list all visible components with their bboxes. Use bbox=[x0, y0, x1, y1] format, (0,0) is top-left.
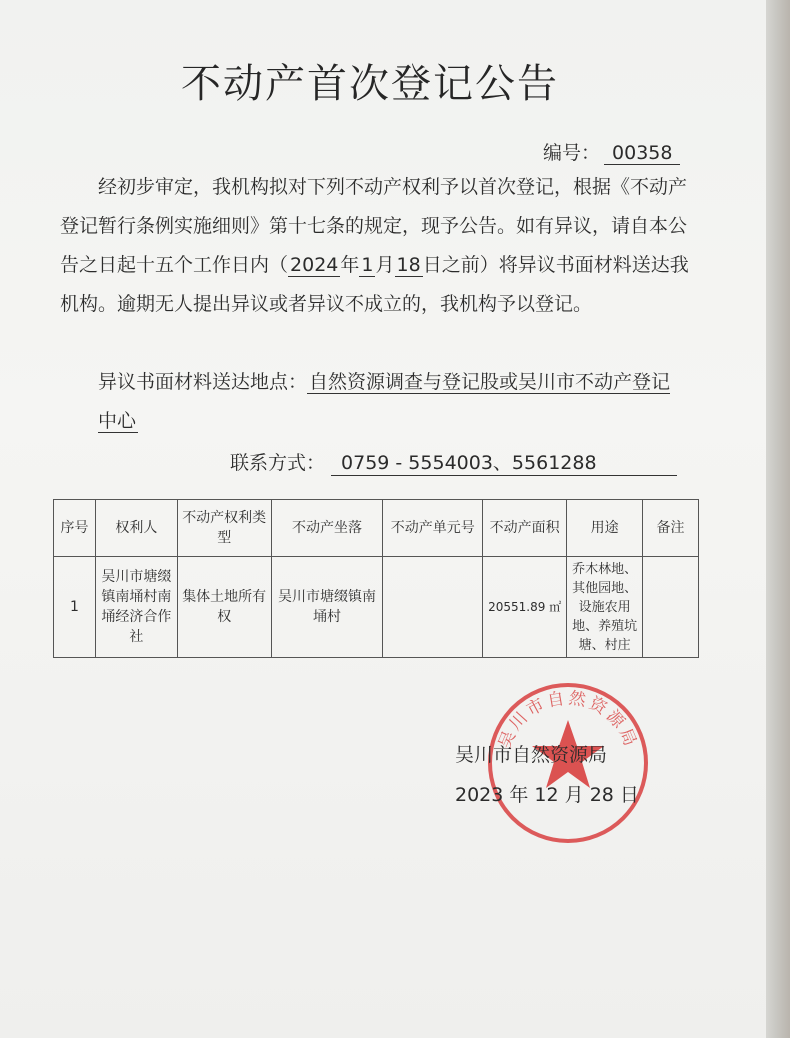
address-label: 异议书面材料送达地点： bbox=[98, 371, 308, 393]
header-area: 不动产面积 bbox=[483, 500, 567, 557]
page-edge bbox=[766, 0, 790, 1038]
cell-remark bbox=[643, 557, 699, 658]
table-header-row bbox=[54, 500, 699, 557]
header-seq: 序号 bbox=[54, 500, 96, 557]
header-location: 不动产坐落 bbox=[271, 500, 383, 557]
document-number-label: 编号： bbox=[543, 142, 601, 164]
cell-unit-no bbox=[383, 557, 483, 658]
notice-paragraph bbox=[60, 168, 700, 324]
deadline-year: 2024 bbox=[290, 254, 339, 276]
address-line bbox=[98, 363, 688, 441]
header-use: 用途 bbox=[567, 500, 643, 557]
month-char: 月 bbox=[375, 254, 395, 276]
cell-use: 乔木林地、其他园地、设施农用地、养殖坑塘、村庄 bbox=[567, 557, 643, 658]
header-unit-no: 不动产单元号 bbox=[383, 500, 483, 557]
notice-text-end: 日之前）将异议书面材料送达我机构。逾期无人提出异议或者异议不成立的，我机构予以登记。 bbox=[60, 254, 689, 315]
notice-text: 经初步审定，我机构拟对下列不动产权利予以首次登记，根据《不动产登记暂行条例实施细则》第十七条的规定，现予公告。如有异议，请自本公告之日起十五个工作日内（ bbox=[60, 176, 688, 276]
deadline-day: 18 bbox=[396, 254, 421, 276]
issuer-name: 吴川市自然资源局 bbox=[455, 744, 608, 766]
cell-area: 20551.89 ㎡ bbox=[483, 557, 567, 658]
cell-owner: 吴川市塘缀镇南埇村南埇经济合作社 bbox=[95, 557, 177, 658]
cell-location: 吴川市塘缀镇南埇村 bbox=[271, 557, 383, 658]
document-number-value: 00358 bbox=[604, 142, 680, 165]
contact-label: 联系方式： bbox=[230, 452, 326, 474]
seal-text: 吴川市自然资源局 bbox=[495, 688, 641, 752]
document-title: 不动产首次登记公告 bbox=[181, 61, 559, 107]
year-char: 年 bbox=[340, 254, 360, 276]
registration-table bbox=[53, 499, 699, 658]
contact-value: 0759 - 5554003、5561288 bbox=[331, 448, 677, 476]
contact-line bbox=[230, 448, 677, 476]
header-right-type: 不动产权利类型 bbox=[177, 500, 271, 557]
header-owner: 权利人 bbox=[95, 500, 177, 557]
address-value: 自然资源调查与登记股或吴川市不动产登记中心 bbox=[98, 371, 671, 432]
issue-date: 2023 年 12 月 28 日 bbox=[455, 784, 639, 806]
deadline-month: 1 bbox=[361, 254, 374, 276]
header-remark: 备注 bbox=[643, 500, 699, 557]
cell-seq: 1 bbox=[54, 557, 96, 658]
cell-right-type: 集体土地所有权 bbox=[177, 557, 271, 658]
table-row bbox=[54, 557, 699, 658]
document-number bbox=[543, 138, 680, 165]
